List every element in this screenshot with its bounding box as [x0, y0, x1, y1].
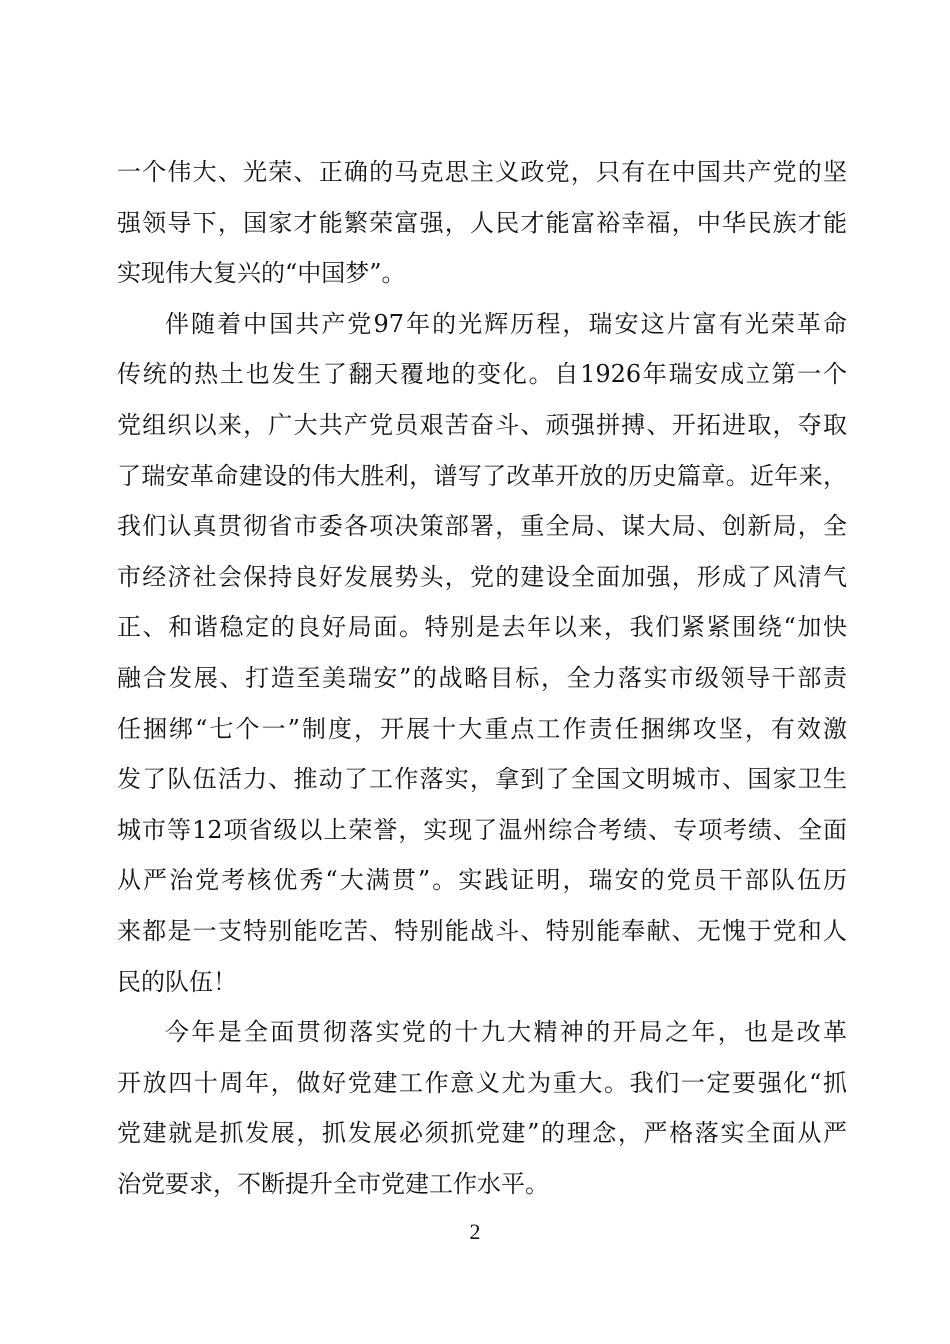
- text-line: 伴随着中国共产党97年的光辉历程，瑞安这片富有光荣革命: [165, 309, 847, 338]
- text-line: 党组织以来，广大共产党员艰苦奋斗、顽强拼搏、开拓进取，夺取: [117, 410, 847, 439]
- text-line: 今年是全面贯彻落实党的十九大精神的开局之年，也是改革: [165, 1018, 847, 1047]
- text-line: 正、和谐稳定的良好局面。特别是去年以来，我们紧紧围绕“加快: [117, 613, 847, 642]
- text-line: 民的队伍！: [117, 967, 237, 996]
- text-line: 强领导下，国家才能繁荣富强，人民才能富裕幸福，中华民族才能: [117, 208, 847, 237]
- text-line: 实现伟大复兴的“中国梦”。: [117, 259, 406, 288]
- text-line: 任捆绑“七个一”制度，开展十大重点工作责任捆绑攻坚，有效激: [117, 714, 847, 743]
- text-line: 治党要求，不断提升全市党建工作水平。: [117, 1169, 549, 1198]
- text-line: 城市等12项省级以上荣誉，实现了温州综合考绩、专项考绩、全面: [117, 815, 847, 844]
- text-line: 传统的热土也发生了翻天覆地的变化。自1926年瑞安成立第一个: [117, 360, 847, 389]
- text-line: 来都是一支特别能吃苦、特别能战斗、特别能奉献、无愧于党和人: [117, 916, 847, 945]
- text-line: 党建就是抓发展，抓发展必须抓党建”的理念，严格落实全面从严: [117, 1119, 847, 1148]
- paragraph-1: [117, 147, 847, 299]
- body-text: [117, 147, 847, 1209]
- text-line: 市经济社会保持良好发展势头，党的建设全面加强，形成了风清气: [117, 562, 847, 591]
- paragraph-3: [117, 1007, 847, 1209]
- text-line: 从严治党考核优秀“大满贯”。实践证明，瑞安的党员干部队伍历: [117, 866, 847, 895]
- text-line: 发了队伍活力、推动了工作落实，拿到了全国文明城市、国家卫生: [117, 765, 847, 794]
- text-line: 我们认真贯彻省市委各项决策部署，重全局、谋大局、创新局，全: [117, 512, 847, 541]
- text-line: 一个伟大、光荣、正确的马克思主义政党，只有在中国共产党的坚: [117, 158, 847, 186]
- text-line: 了瑞安革命建设的伟大胜利，谱写了改革开放的历史篇章。近年来，: [117, 461, 847, 490]
- page-number: 2: [469, 1219, 481, 1244]
- text-line: 融合发展、打造至美瑞安”的战略目标，全力落实市级领导干部责: [117, 663, 847, 692]
- text-line: 开放四十周年，做好党建工作意义尤为重大。我们一定要强化“抓: [117, 1068, 847, 1097]
- paragraph-2: [117, 299, 847, 1007]
